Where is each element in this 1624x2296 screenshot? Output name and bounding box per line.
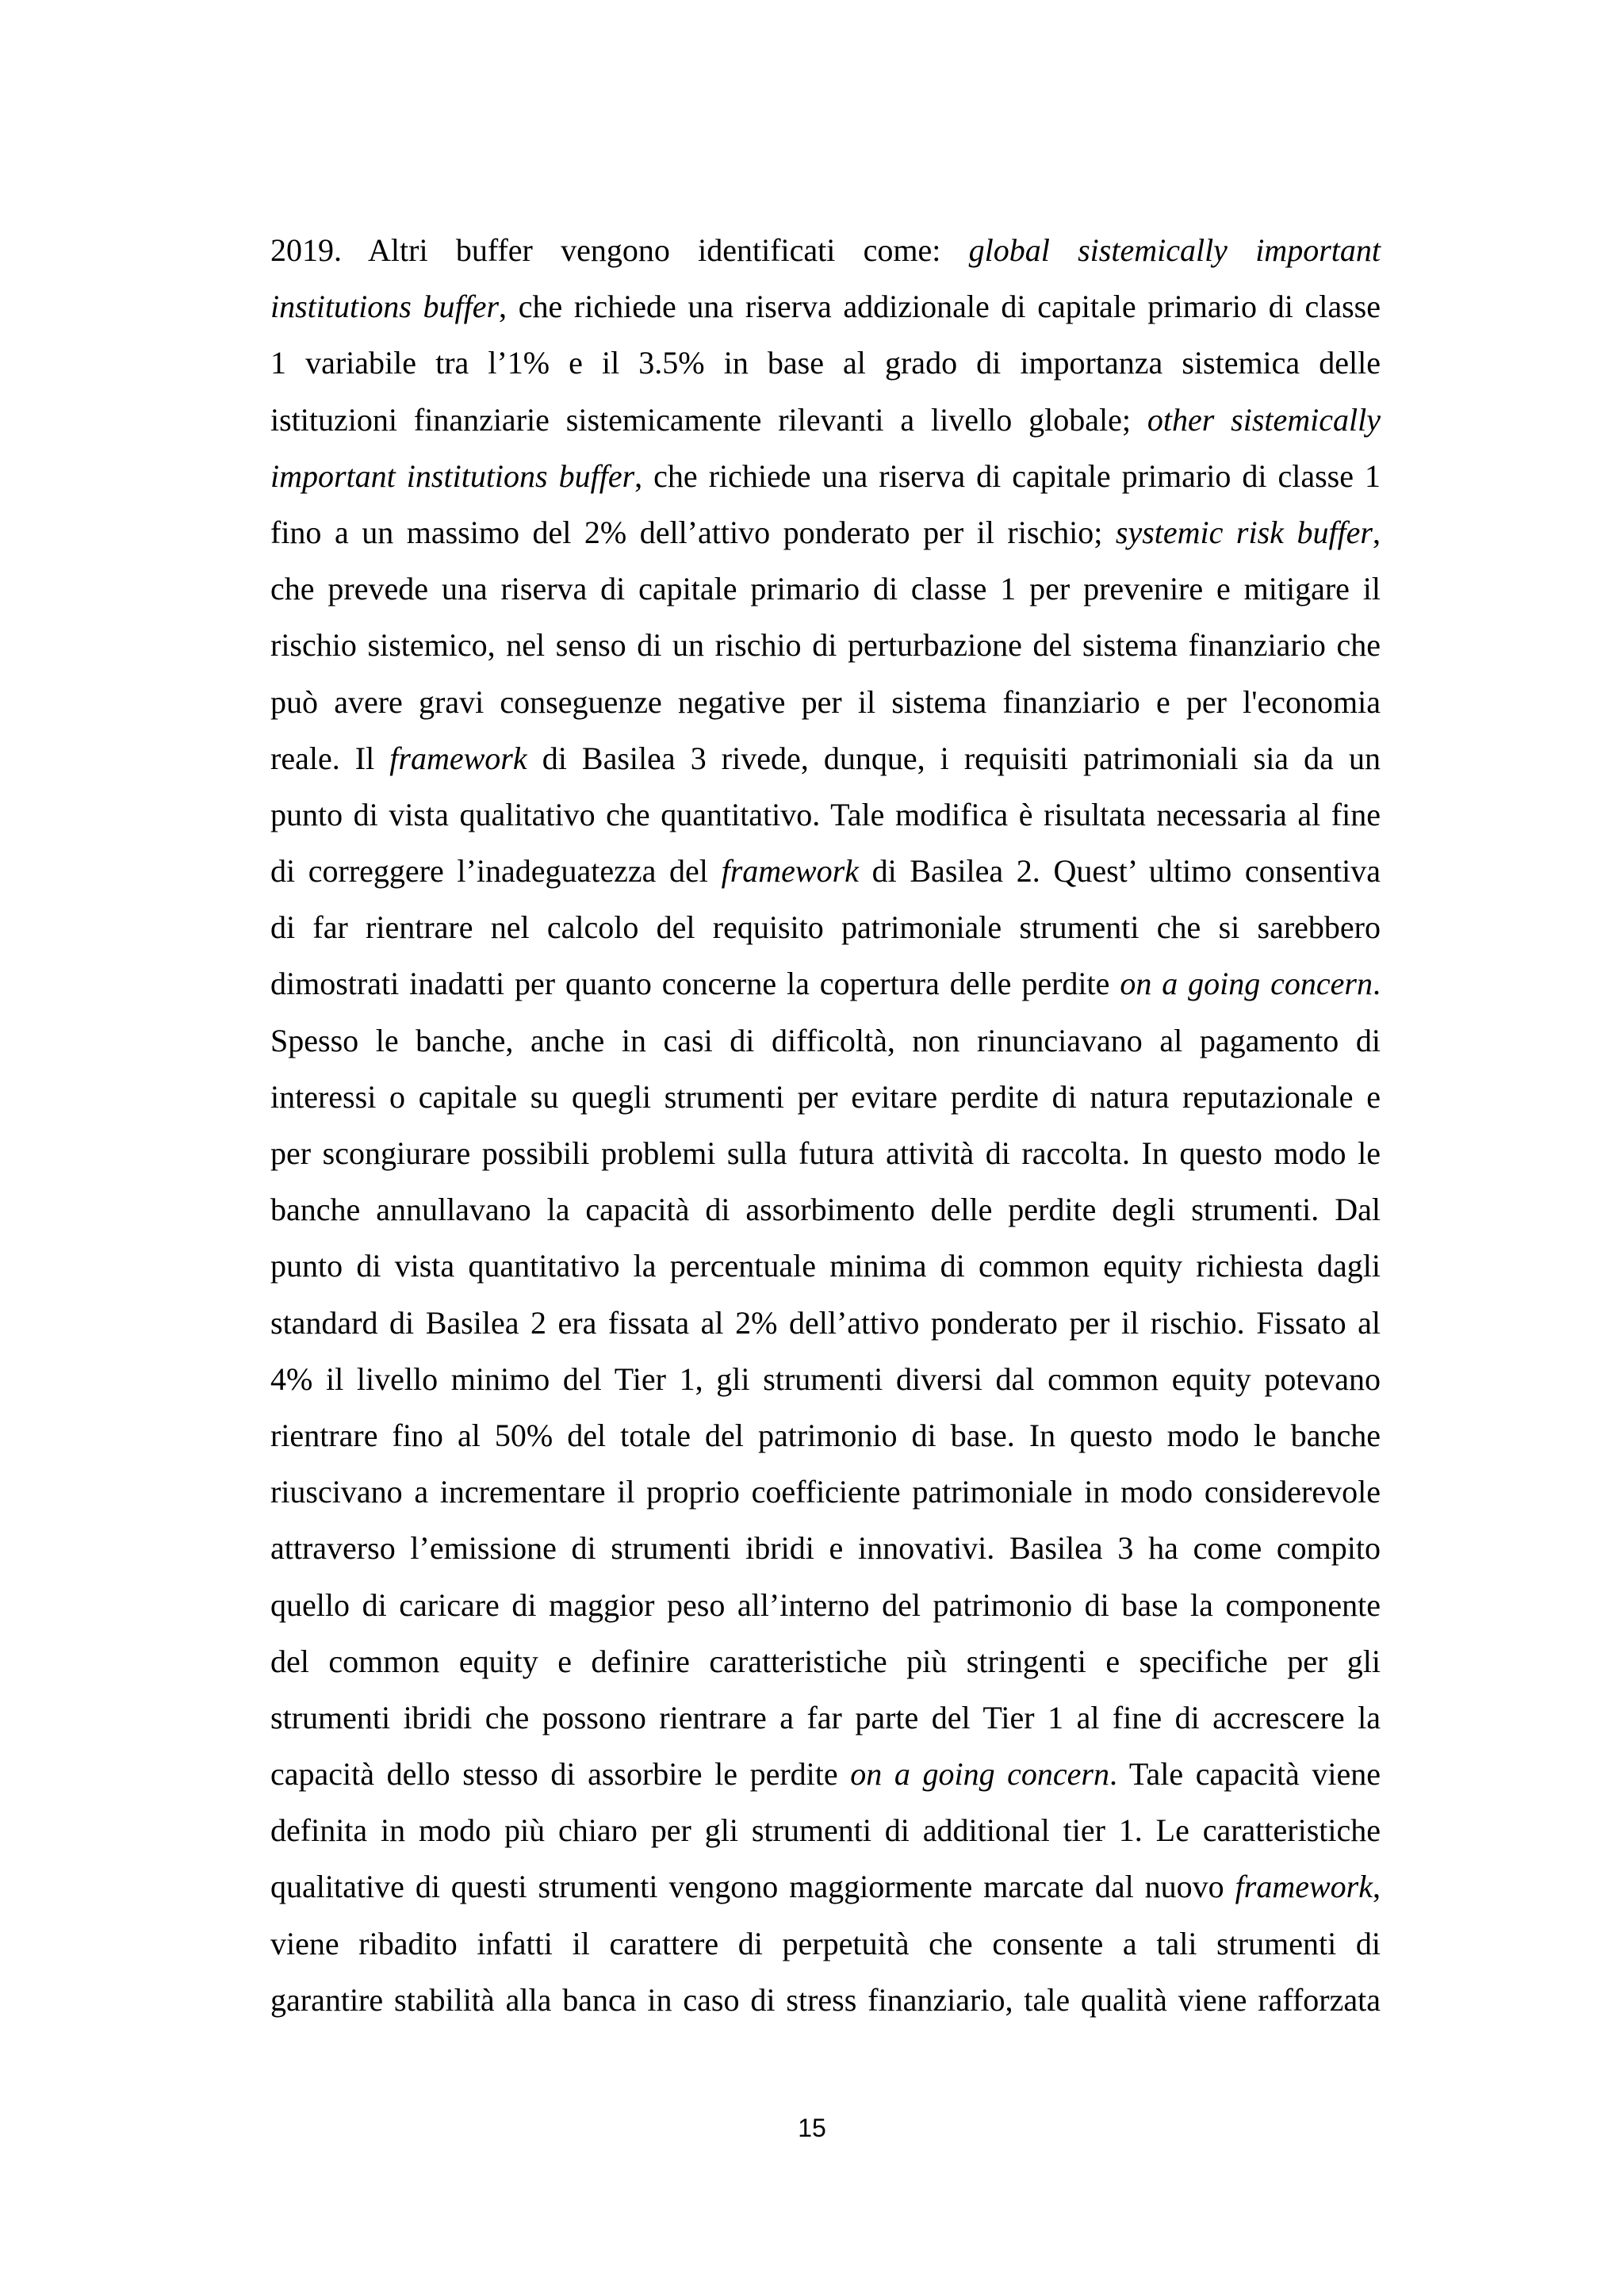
italic-text: important institutions buffer	[270, 457, 635, 494]
text-run: standard di Basilea 2 era fissata al 2% dell’attivo ponderato per il rischio. Fissato al	[270, 1304, 1381, 1341]
text-line	[270, 1181, 1381, 1238]
text-line	[270, 1577, 1381, 1633]
italic-text: systemic risk buffer	[1115, 514, 1373, 550]
text-line	[270, 335, 1381, 391]
italic-text: global sistemically important	[968, 232, 1381, 268]
text-run: reale. Il	[270, 740, 390, 776]
text-line	[270, 1238, 1381, 1294]
text-run: ,	[1373, 1869, 1381, 1905]
text-run: strumenti ibridi che possono rientrare a far parte del Tier 1 al fine di accrescere la	[270, 1699, 1381, 1735]
text-line	[270, 1351, 1381, 1407]
text-line	[270, 1802, 1381, 1858]
text-run: interessi o capitale su quegli strumenti per evitare perdite di natura reputazionale e	[270, 1078, 1381, 1115]
text-run: 4% il livello minimo del Tier 1, gli strumenti diversi dal common equity potevano	[270, 1360, 1381, 1397]
text-line	[270, 1069, 1381, 1125]
text-run: garantire stabilità alla banca in caso di stress finanziario, tale qualità viene rafforzata	[270, 1981, 1381, 2018]
text-line	[270, 1012, 1381, 1069]
text-line	[270, 222, 1381, 278]
italic-text: framework	[389, 740, 527, 776]
text-line	[270, 561, 1381, 617]
text-run: viene ribadito infatti il carattere di perpetuità che consente a tali strumenti di	[270, 1925, 1381, 1961]
text-run: punto di vista qualitativo che quantitativo. Tale modifica è risultata necessaria al fine	[270, 796, 1381, 832]
body-paragraph	[270, 222, 1381, 2028]
italic-text: framework	[1235, 1869, 1373, 1905]
text-line	[270, 1407, 1381, 1464]
text-line	[270, 1972, 1381, 2028]
text-line	[270, 674, 1381, 730]
text-run: può avere gravi conseguenze negative per il sistema finanziario e per l'economia	[270, 683, 1381, 720]
text-run: 1 variabile tra l’1% e il 3.5% in base al grado di importanza sistemica delle	[270, 345, 1381, 381]
text-run: che prevede una riserva di capitale primario di classe 1 per prevenire e mitigare il	[270, 571, 1381, 607]
text-run: riuscivano a incrementare il proprio coefficiente patrimoniale in modo considerevole	[270, 1474, 1381, 1510]
italic-text: other sistemically	[1147, 401, 1381, 438]
text-run: quello di caricare di maggior peso all’interno del patrimonio di base la componente	[270, 1586, 1381, 1623]
text-run: , che richiede una riserva di capitale primario di classe 1	[634, 457, 1381, 494]
text-line	[270, 1858, 1381, 1915]
text-line	[270, 1915, 1381, 1972]
text-run: punto di vista quantitativo la percentuale minima di common equity richiesta dagli	[270, 1248, 1381, 1284]
text-line	[270, 617, 1381, 673]
text-line	[270, 1633, 1381, 1689]
text-run: definita in modo più chiaro per gli strumenti di additional tier 1. Le caratteristiche	[270, 1812, 1381, 1849]
text-line	[270, 955, 1381, 1012]
text-line	[270, 786, 1381, 843]
text-line	[270, 1689, 1381, 1746]
text-run: ,	[1373, 514, 1381, 550]
text-line	[270, 1520, 1381, 1576]
italic-text: framework	[721, 853, 859, 890]
text-line	[270, 1464, 1381, 1520]
text-line	[270, 392, 1381, 448]
text-line	[270, 1295, 1381, 1351]
text-run: Spesso le banche, anche in casi di difficoltà, non rinunciavano al pagamento di	[270, 1022, 1381, 1058]
text-run: dimostrati inadatti per quanto concerne la copertura delle perdite	[270, 966, 1120, 1002]
text-run: per scongiurare possibili problemi sulla futura attività di raccolta. In questo modo le	[270, 1135, 1381, 1171]
text-run: attraverso l’emissione di strumenti ibridi e innovativi. Basilea 3 ha come compito	[270, 1530, 1381, 1567]
italic-text: on a going concern	[850, 1756, 1110, 1793]
text-run: di Basilea 3 rivede, dunque, i requisiti patrimoniali sia da un	[527, 740, 1381, 776]
text-line	[270, 448, 1381, 504]
page-number: 15	[798, 2114, 826, 2142]
text-line	[270, 278, 1381, 335]
text-run: .	[1372, 966, 1381, 1002]
text-run: fino a un massimo del 2% dell’attivo ponderato per il rischio;	[270, 514, 1116, 550]
italic-text: on a going concern	[1120, 966, 1373, 1002]
text-run: banche annullavano la capacità di assorbimento delle perdite degli strumenti. Dal	[270, 1192, 1381, 1228]
text-line	[270, 1125, 1381, 1181]
text-run: del common equity e definire caratteristiche più stringenti e specifiche per gli	[270, 1643, 1381, 1679]
text-line	[270, 730, 1381, 786]
text-line	[270, 899, 1381, 955]
text-run: rientrare fino al 50% del totale del patrimonio di base. In questo modo le banche	[270, 1417, 1381, 1453]
text-run: di correggere l’inadeguatezza del	[270, 853, 722, 890]
text-run: capacità dello stesso di assorbire le perdite	[270, 1756, 851, 1793]
text-line	[270, 504, 1381, 561]
text-run: istituzioni finanziarie sistemicamente rilevanti a livello globale;	[270, 401, 1147, 438]
text-run: . Tale capacità viene	[1109, 1756, 1381, 1793]
text-run: qualitative di questi strumenti vengono maggiormente marcate dal nuovo	[270, 1869, 1235, 1905]
text-line	[270, 1746, 1381, 1802]
text-run: , che richiede una riserva addizionale di capitale primario di classe	[499, 289, 1381, 325]
text-run: rischio sistemico, nel senso di un rischio di perturbazione del sistema finanziario che	[270, 627, 1381, 664]
italic-text: institutions buffer	[270, 289, 500, 325]
text-run: 2019. Altri buffer vengono identificati come:	[270, 232, 969, 268]
text-line	[270, 843, 1381, 899]
text-run: di Basilea 2. Quest’ ultimo consentiva	[858, 853, 1381, 890]
text-run: di far rientrare nel calcolo del requisito patrimoniale strumenti che si sarebbero	[270, 909, 1381, 946]
